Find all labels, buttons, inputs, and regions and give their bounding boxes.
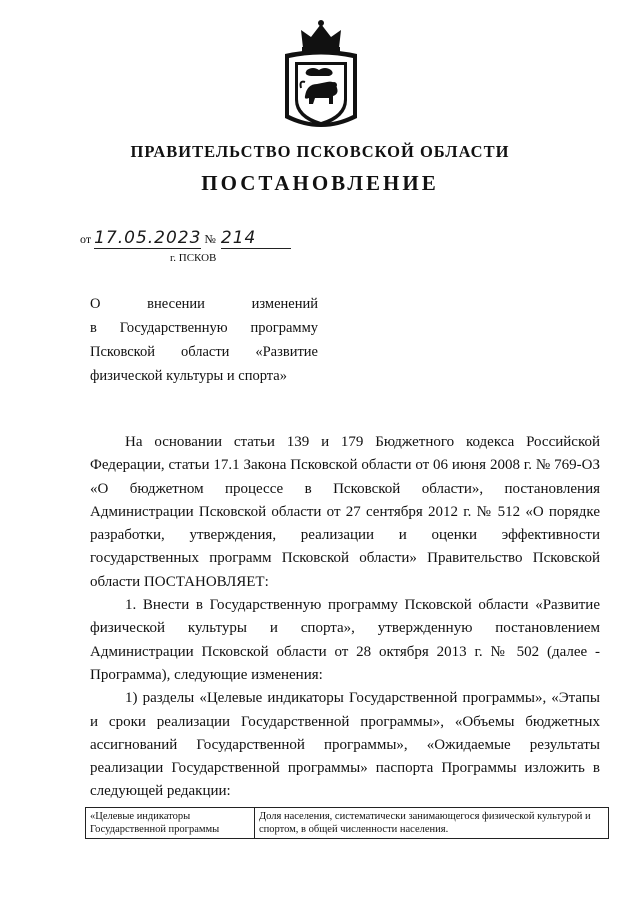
item-1-1-paragraph: 1) разделы «Целевые индикаторы Государственной программы», «Этапы и сроки реализации Государственной программы», «Объемы бюджетных ассигнований Государственной программы», «Ожидаемые результаты реализации Государственной программы» паспорта Программы изложить в следующей редакции:	[90, 690, 600, 800]
subject-line: Псковской области «Развитие	[90, 344, 318, 360]
from-label: от	[80, 232, 92, 246]
subject-line: физической культуры и спорта»	[90, 368, 287, 384]
document-subject	[90, 292, 318, 388]
subject-line: О внесении изменений	[90, 296, 318, 312]
city-label: г. ПСКОВ	[170, 252, 217, 264]
number-label: №	[204, 232, 216, 246]
government-title: ПРАВИТЕЛЬСТВО ПСКОВСКОЙ ОБЛАСТИ	[130, 142, 510, 161]
pskov-coat-of-arms-icon	[277, 18, 365, 132]
document-type-title: ПОСТАНОВЛЕНИЕ	[201, 171, 439, 195]
subject-line: в Государственную программу	[90, 320, 318, 336]
passport-table	[85, 807, 609, 839]
item-1-paragraph: 1. Внести в Государственную программу Псковской области «Развитие физической культуры и спорта», утвержденную постановлением Администрации Псковской области от 28 октября 2013 г. № 502 (далее - Программа), следующие изменения:	[90, 597, 600, 683]
document-body	[90, 431, 600, 804]
table-cell-value: Доля населения, систематически занимающегося физической культурой и спортом, в общей численности населения.	[255, 808, 609, 839]
table-cell-label: «Целевые индикаторы Государственной программы	[86, 808, 255, 839]
date-number-line	[80, 228, 291, 249]
table-row	[86, 808, 609, 839]
handwritten-number: 214	[221, 228, 291, 249]
handwritten-date: 17.05.2023	[94, 228, 202, 248]
preamble-paragraph: На основании статьи 139 и 179 Бюджетного кодекса Российской Федерации, статьи 17.1 Закона Псковской области от 06 июня 2008 г. № 769-ОЗ «О бюджетном процессе в Псковской области», постановления Администрации Псковской области от 27 сентября 2012 г. № 512 «О порядке разработки, утверждения, реализации и оценки эффективности государственных программ Псковской области» Правительство Псковской области ПОСТАНОВЛЯЕТ:	[90, 434, 600, 590]
